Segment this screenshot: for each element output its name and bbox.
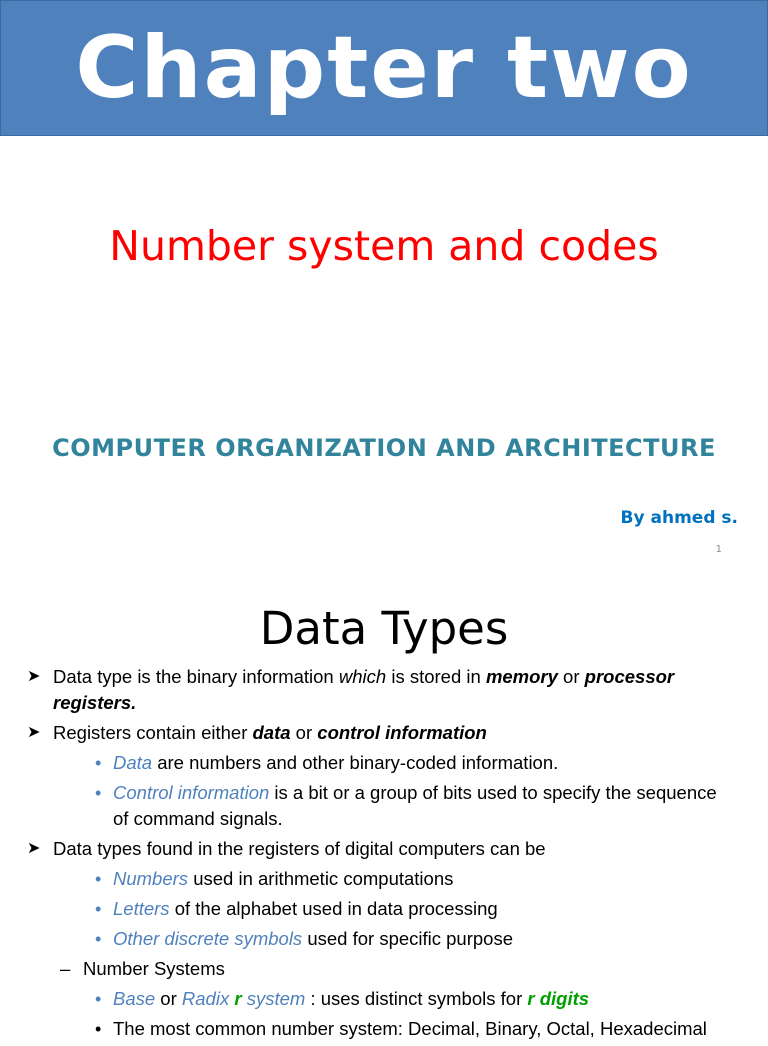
page-number: 1 [715, 544, 722, 555]
slide-subtitle: Number system and codes [109, 222, 659, 270]
sub-bullet-item [0, 986, 768, 1012]
dot-bullet-icon: • [95, 929, 102, 949]
bullet-item [0, 664, 768, 716]
dot-bullet-icon: • [95, 869, 102, 889]
slide-title-data-types: Data Types [259, 602, 509, 655]
course-name: COMPUTER ORGANIZATION AND ARCHITECTURE [52, 434, 716, 462]
chapter-title: Chapter two [75, 18, 693, 118]
arrowhead-bullet-icon: ➤ [27, 840, 41, 857]
dot-bullet-icon: • [95, 753, 102, 773]
dot-bullet-icon: • [95, 783, 102, 803]
sub-bullet-item [0, 1016, 768, 1042]
dot-bullet-icon: • [95, 989, 102, 1009]
sub-bullet-item [0, 926, 768, 952]
sub-bullet-item [0, 780, 768, 832]
bullet-text: Data type is the binary information which is stored in memory or processor registers. [53, 666, 675, 713]
bullet-item [0, 836, 768, 862]
bullet-text: Data are numbers and other binary-coded information. [113, 752, 559, 773]
bullet-text: Other discrete symbols used for specific purpose [113, 928, 513, 949]
bullet-text: Numbers used in arithmetic computations [113, 868, 454, 889]
dash-bullet-icon: – [60, 958, 71, 979]
sub-bullet-item [0, 866, 768, 892]
arrowhead-bullet-icon: ➤ [27, 668, 41, 685]
arrowhead-bullet-icon: ➤ [27, 724, 41, 741]
slide-data-types [0, 572, 768, 1039]
chapter-banner [0, 0, 768, 136]
dot-bullet-icon: • [95, 1019, 102, 1039]
bullet-text: Number Systems [83, 958, 225, 979]
bullet-text: Base or Radix r system : uses distinct symbols for r digits [113, 988, 590, 1009]
bullet-text: Data types found in the registers of digital computers can be [53, 838, 546, 859]
bullet-text: Registers contain either data or control information [53, 722, 487, 743]
sub-bullet-item [0, 750, 768, 776]
sub-bullet-item [0, 896, 768, 922]
author: By ahmed s. [620, 508, 738, 528]
bullet-text: Control information is a bit or a group of bits used to specify the sequence of command signals. [113, 782, 717, 829]
dash-item [0, 956, 768, 982]
bullet-text: The most common number system: Decimal, Binary, Octal, Hexadecimal [113, 1018, 707, 1039]
dot-bullet-icon: • [95, 899, 102, 919]
bullet-list [0, 664, 768, 1046]
bullet-text: Letters of the alphabet used in data processing [113, 898, 498, 919]
bullet-item [0, 720, 768, 746]
